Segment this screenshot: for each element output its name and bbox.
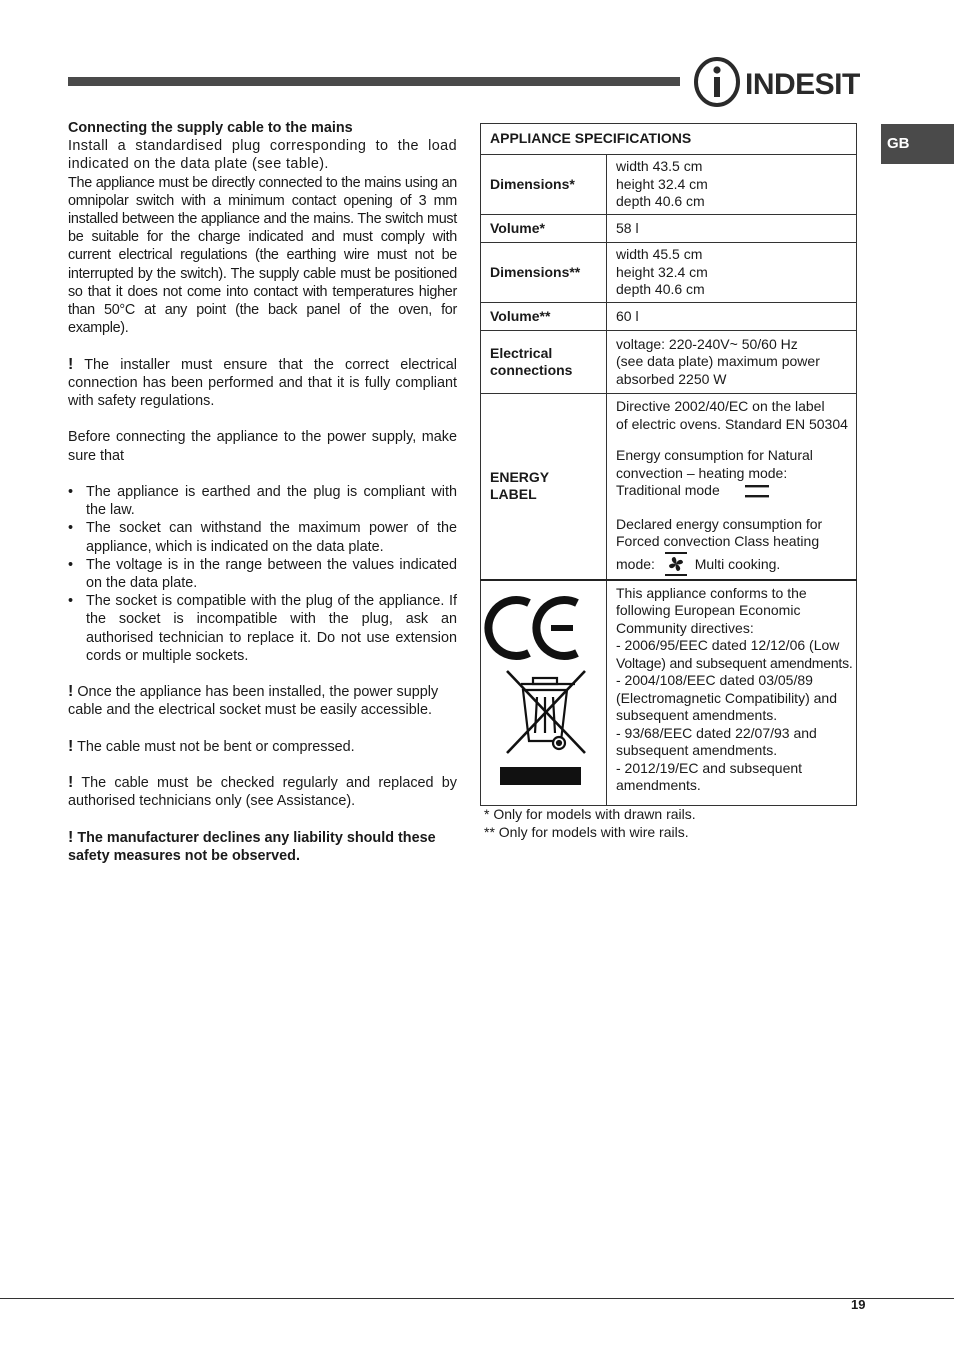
energy-label-row xyxy=(481,394,857,580)
warning-cable-bent: ! The cable must not be bent or compressed. xyxy=(68,737,355,755)
certification-marks-graphic xyxy=(481,581,593,801)
paragraph-switch: The appliance must be directly connected to the mains using an omnipolar switch with a minimum contact opening of 3 mm installed between the appliance and the mains. The switch must be suitable for the charge indicated and must comply with current electrical regulations (the earthing wire must not be interrupted by the switch). The supply cable must be positioned so that it does not come into contact with temperatures higher than 50°C at any point (the back panel of the oven, for example). xyxy=(68,174,457,337)
list-item: • The socket is compatible with the plug of the appliance. If the socket is incompatible with the plug, ask an authorised technician to replace it. Do not use extension cords or multiple sockets. xyxy=(68,592,457,665)
weee-black-bar xyxy=(500,767,581,785)
traditional-mode-icon xyxy=(744,483,770,499)
energy-label-value: Directive 2002/40/EC on the label of electric ovens. Standard EN 50304 Energy consumption for Natural convection – heating mode: Traditional mode Declared energy consumption for Forced convection Class heating mode: Multi cooking. xyxy=(607,394,857,580)
row-value: width 43.5 cm height 32.4 cm depth 40.6 cm xyxy=(607,155,857,215)
paragraph-before: Before connecting the appliance to the power supply, make sure that xyxy=(68,429,457,464)
table-row xyxy=(481,215,857,243)
indesit-logo xyxy=(692,56,872,108)
ce-mark xyxy=(488,600,577,656)
brand-logo-text: INDESIT xyxy=(745,68,860,101)
specifications-table xyxy=(480,123,857,806)
conformity-row xyxy=(481,580,857,806)
row-label: Dimensions** xyxy=(481,243,607,303)
crossed-out-wheelie-bin-icon xyxy=(507,671,585,753)
row-value: width 45.5 cm height 32.4 cm depth 40.6 cm xyxy=(607,243,857,303)
checklist xyxy=(68,483,457,665)
warning-cable-check: ! The cable must be checked regularly and replaced by authorised technicians only (see Assistance). xyxy=(68,774,457,810)
row-label: Electrical connections xyxy=(481,331,607,394)
row-value: 60 l xyxy=(607,303,857,331)
table-row xyxy=(481,243,857,303)
row-label: Dimensions* xyxy=(481,155,607,215)
table-row xyxy=(481,331,857,394)
warning-liability: ! The manufacturer declines any liability should these safety measures not be observed. xyxy=(68,828,436,865)
list-item: • The socket can withstand the maximum power of the appliance, which is indicated on the data plate. xyxy=(68,519,457,555)
footnotes xyxy=(484,805,696,841)
row-label: ENERGY LABEL xyxy=(481,394,607,580)
exclamation-mark: ! xyxy=(68,355,74,373)
page-number: 19 xyxy=(851,1297,866,1312)
footnote: ** Only for models with wire rails. xyxy=(484,824,689,840)
warning-installer: ! The installer must ensure that the correct electrical connection has been performed and that it is fully compliant with safety regulations. xyxy=(68,355,457,410)
left-column xyxy=(68,119,457,865)
row-value: 58 l xyxy=(607,215,857,243)
conformity-text: This appliance conforms to the following European Economic Community directives: - 2006/95/EEC dated 12/12/06 (Low Voltage) and subsequent amendments. - 2004/108/EEC dated 03/05/89 (Electromagnetic Compatibility) and subsequent amendments. - 93/68/EEC dated 22/07/93 and subsequent amendments. - 2012/19/EC and subsequent amendments. xyxy=(607,580,857,806)
row-label: Volume** xyxy=(481,303,607,331)
table-row xyxy=(481,303,857,331)
list-item: • The appliance is earthed and the plug is compliant with the law. xyxy=(68,483,457,519)
list-item: • The voltage is in the range between the values indicated on the data plate. xyxy=(68,556,457,592)
fan-multi-cooking-icon xyxy=(663,551,689,577)
table-row xyxy=(481,155,857,215)
certification-marks xyxy=(481,580,607,806)
table-title: APPLIANCE SPECIFICATIONS xyxy=(481,124,857,155)
footer-rule xyxy=(0,1298,954,1299)
header-bar xyxy=(68,77,680,86)
row-value: voltage: 220-240V~ 50/60 Hz (see data plate) maximum power absorbed 2250 W xyxy=(607,331,857,394)
language-tab[interactable]: GB xyxy=(881,124,954,164)
warning-accessible: ! Once the appliance has been installed, the power supply cable and the electrical socket must be easily accessible. xyxy=(68,683,439,719)
section-heading: Connecting the supply cable to the mains xyxy=(68,120,353,136)
paragraph-plug: Install a standardised plug corresponding to the load indicated on the data plate (see table). xyxy=(68,138,457,173)
footnote: * Only for models with drawn rails. xyxy=(484,806,696,822)
row-label: Volume* xyxy=(481,215,607,243)
